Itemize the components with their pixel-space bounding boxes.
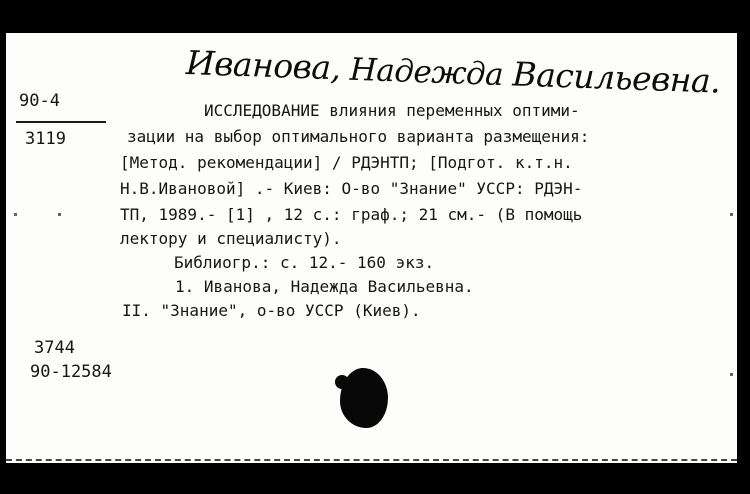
handwritten-surname: Иванова, bbox=[185, 43, 342, 88]
speck bbox=[58, 213, 61, 216]
shelf-code-underline bbox=[16, 121, 106, 123]
bibliography-note: Библиогр.: с. 12.- 160 экз. bbox=[174, 253, 435, 272]
handwritten-patronymic: Васильевна. bbox=[511, 54, 721, 101]
speck bbox=[14, 213, 17, 216]
tracing-author: 1. Иванова, Надежда Васильевна. bbox=[175, 277, 474, 296]
handwritten-first-name: Надежда bbox=[349, 51, 504, 94]
shelf-code: 90-4 bbox=[19, 91, 60, 111]
speck bbox=[730, 373, 733, 376]
catalog-card bbox=[6, 33, 737, 463]
bottom-number-2: 90-12584 bbox=[30, 362, 112, 382]
handwritten-author-name bbox=[185, 43, 721, 101]
description-line-2: зации на выбор оптимального варианта размещения: bbox=[127, 127, 590, 146]
description-line-5: ТП, 1989.- [1] , 12 с.: граф.; 21 см.- (В помощь bbox=[120, 205, 583, 224]
description-line-1: ИССЛЕДОВАНИЕ влияния переменных оптими- bbox=[204, 101, 580, 120]
description-line-4: Н.В.Ивановой] .- Киев: О-во "Знание" УССР: РДЭН- bbox=[120, 179, 583, 198]
card-bottom-rule bbox=[6, 459, 737, 461]
ink-blot-edge bbox=[335, 375, 349, 389]
bottom-number-1: 3744 bbox=[34, 338, 75, 358]
tracing-organization: II. "Знание", о-во УССР (Киев). bbox=[122, 301, 421, 320]
speck bbox=[730, 213, 733, 216]
inventory-number: 3119 bbox=[25, 129, 66, 149]
description-line-3: [Метод. рекомендации] / РДЭНТП; [Подгот. к.т.н. bbox=[120, 153, 573, 172]
description-line-6: лектору и специалисту). bbox=[120, 229, 342, 248]
